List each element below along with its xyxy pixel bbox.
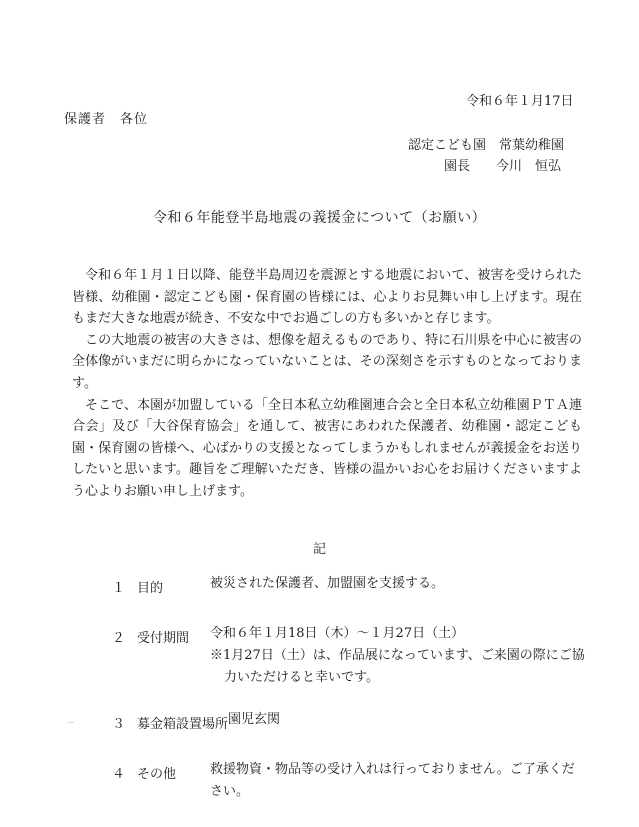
recipient-line: 保護者 各位 [64,112,149,127]
item-label: その他 [137,767,177,782]
ki-heading: 記 [312,542,326,557]
item-content: 被災された保護者、加盟園を支援する。 [210,576,445,591]
item-content: 園児玄関 [228,712,281,727]
document-date: 令和６年１月17日 [466,94,574,109]
body-paragraph: この大地震の被害の大きさは、想像を超えるものであり、特に石川県を中心に被害の全体像がいまだに明らかになっていないことは、その深刻さを示すものとなっております。 [72,332,582,391]
item-content: 救援物資・物品等の受け入れは行っておりません。ご了承ください。 [210,762,575,799]
body-text [72,265,582,503]
item-label: 募金箱設置場所 [137,717,229,732]
item-number: ４ [112,767,126,782]
item-content: 令和６年１月18日（木）～１月27日（土） [210,626,465,641]
item-label: 受付期間 [137,631,190,646]
item-number: ３ [112,717,126,732]
body-paragraph: そこで、本園が加盟している「全日本私立幼稚園連合会と全日本私立幼稚園ＰＴＡ連合会」及び「大谷保育協会」を通して、被害にあわれた保護者、幼稚園・認定こども園・保育園の皆様へ、心ばかりの支援となってしまうかもしれませんが義援金をお送りしたいと思います。趣旨をご理解いただき、皆様の温かいお心をお届けくださいますよう心よりお願い申し上げます。 [72,397,582,499]
organization-name: 認定こども園 常葉幼稚園 [408,138,565,153]
scan-mark [68,722,74,723]
principal-name: 園長 今川 恒弘 [444,159,562,174]
item-number: ２ [112,631,126,646]
item-label: 目的 [137,581,164,596]
document-title: 令和６年能登半島地震の義援金について（お願い） [152,210,487,226]
item-note: ※1月27日（土）は、作品展になっています、ご来園の際にご協力いただけると幸いです。 [210,648,585,685]
body-paragraph: 令和６年１月１日以降、能登半島周辺を震源とする地震において、被害を受けられた皆様、幼稚園・認定こども園・保育園の皆様には、心よりお見舞い申し上げます。現在もまだ大きな地震が続き、不安な中でお過ごしの方も多いかと存じます。 [72,268,582,327]
item-number: １ [112,581,126,596]
